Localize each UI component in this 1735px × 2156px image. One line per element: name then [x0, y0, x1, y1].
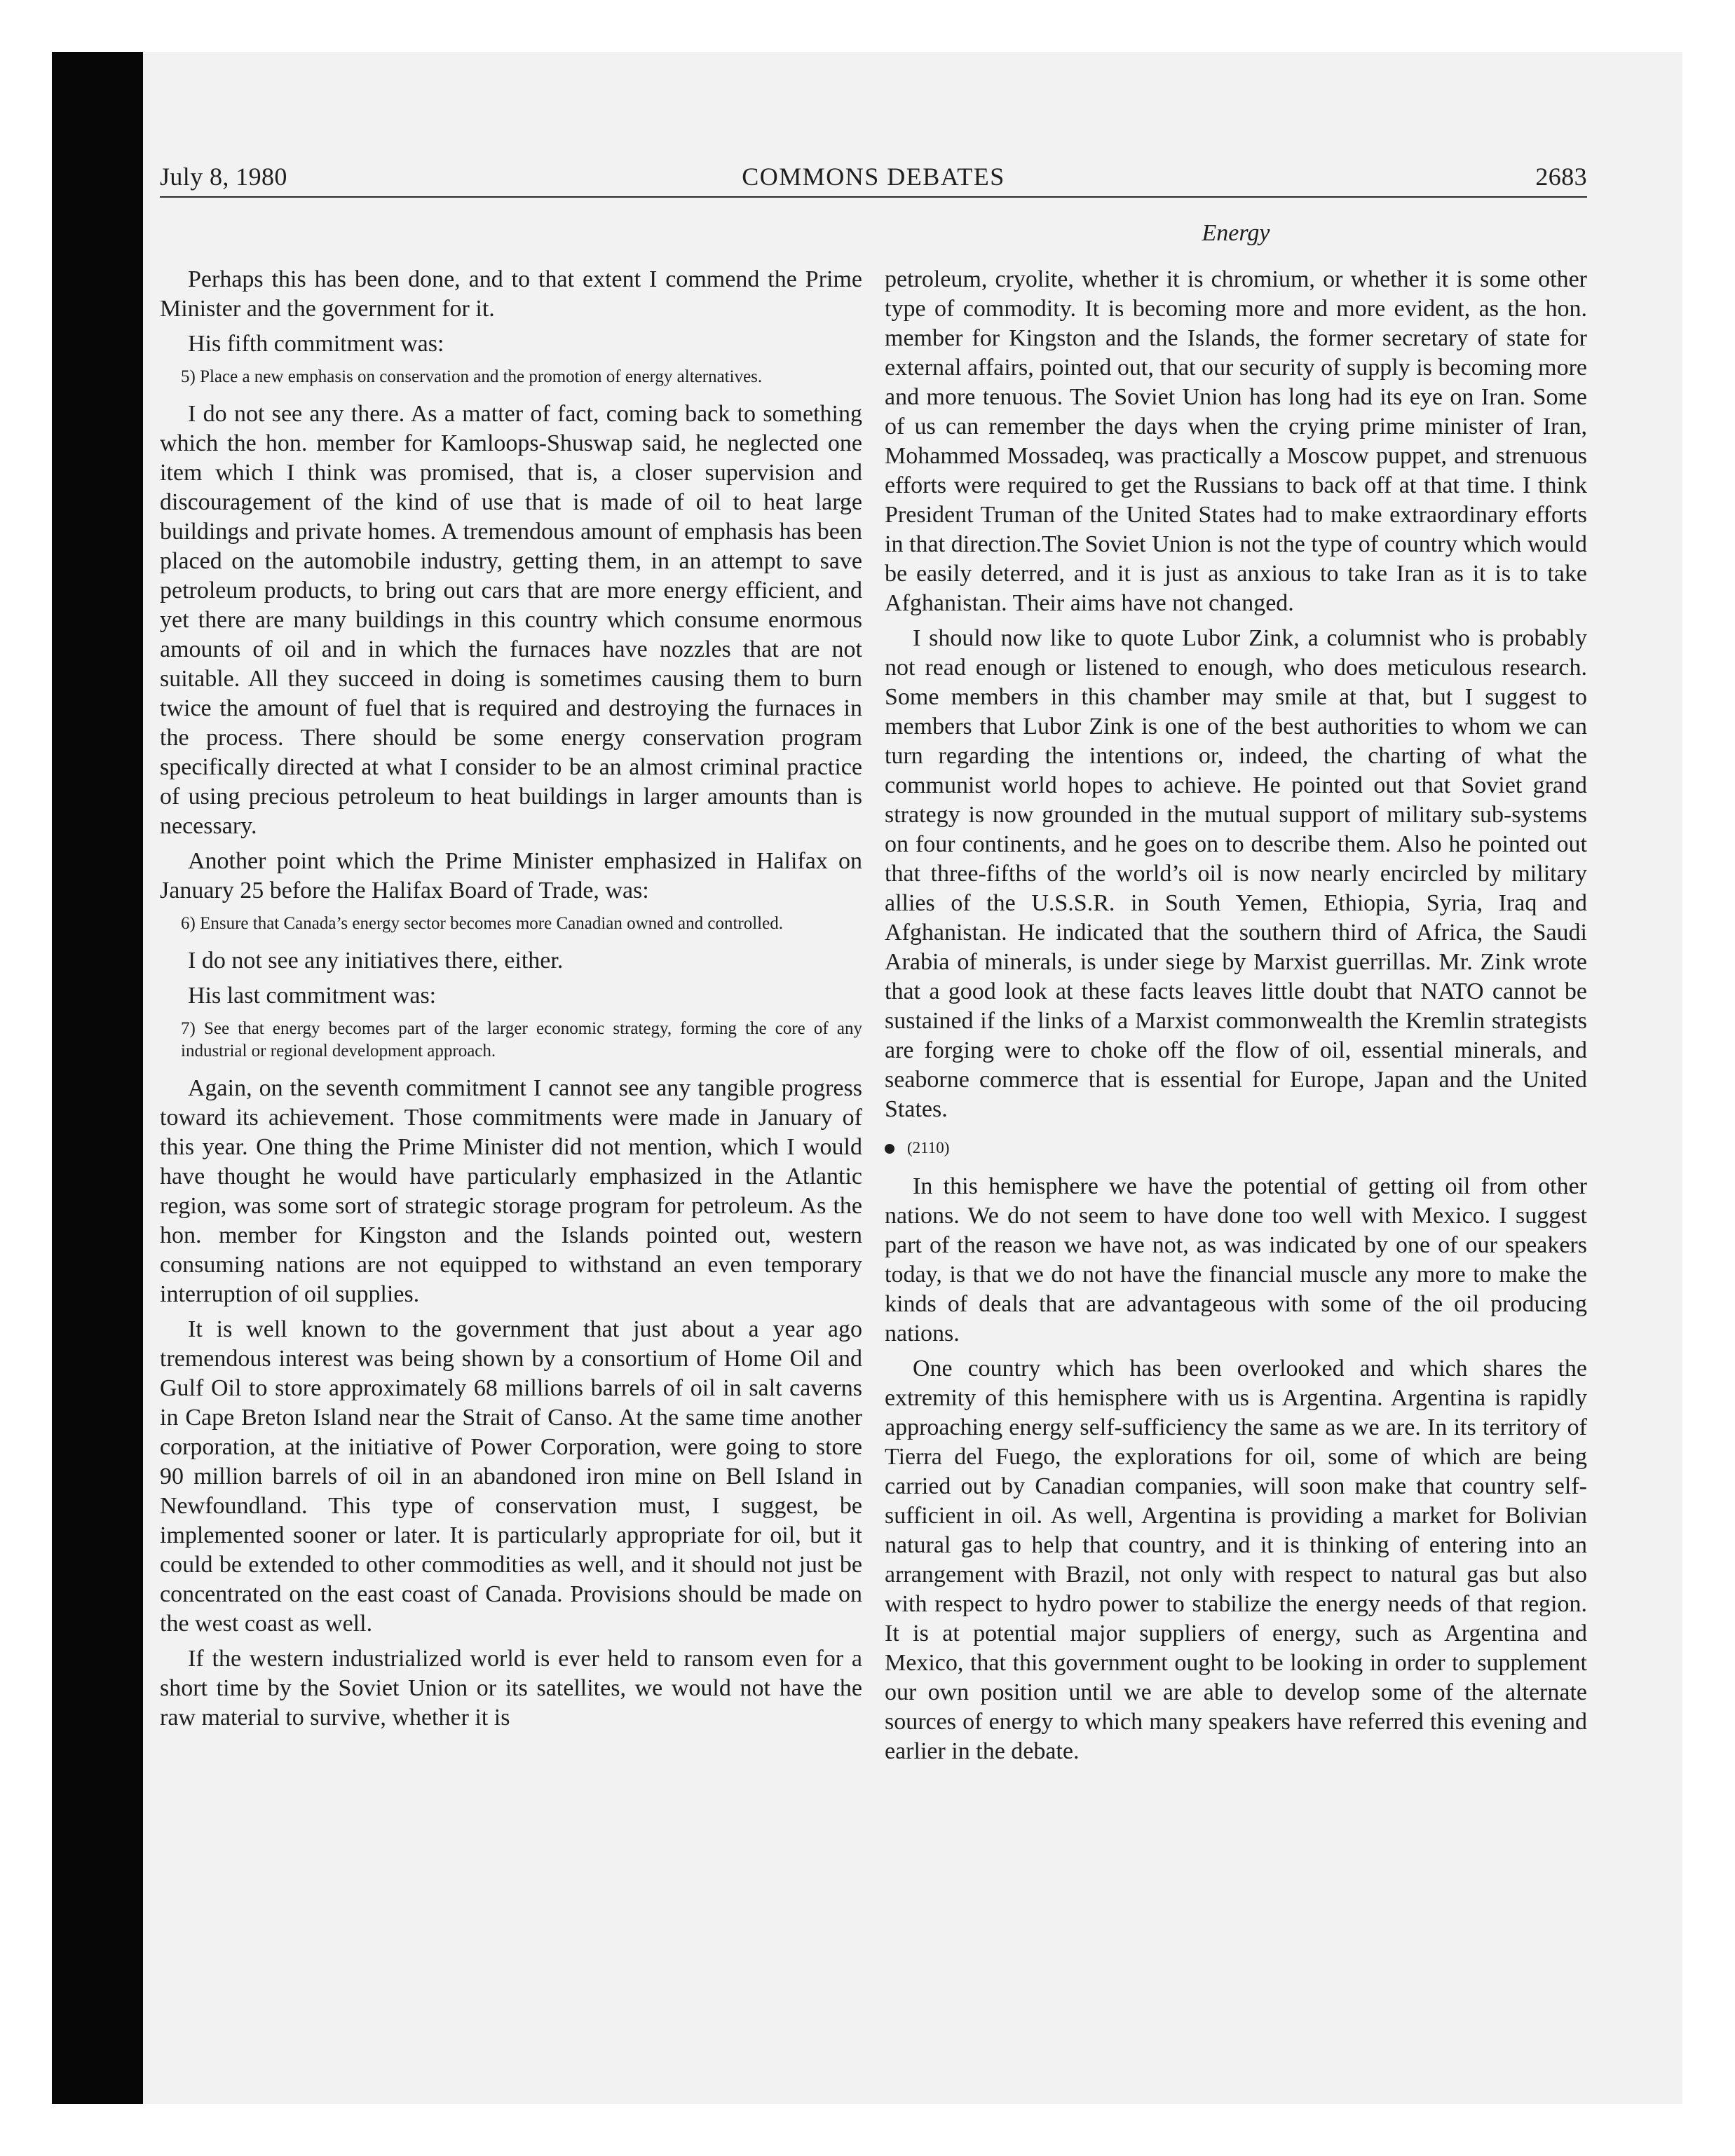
paragraph: It is well known to the government that just about a year ago tremendous interest was being shown by a consortium of Home Oil and Gulf Oil to store approximately 68 millions barrels of oil in salt caverns in Cape Breton Island near the Strait of Canso. At the same time another corporation, at the initiative of Power Corporation, were going to store 90 million barrels of oil in an abandoned iron mine on Bell Island in Newfoundland. This type of conservation must, I suggest, be implemented sooner or later. It is particularly appropriate for oil, but it could be extended to other commodities as well, and it should not just be concentrated on the east coast of Canada. Provisions should be made on the west coast as well.	[160, 1316, 862, 1637]
right-column	[885, 265, 1587, 1766]
bullet-dot-icon	[885, 1144, 894, 1154]
paragraph: Another point which the Prime Minister emphasized in Halifax on January 25 before the Halifax Board of Trade, was:	[160, 848, 862, 903]
scan-binding-edge	[52, 52, 143, 2104]
section-heading: Energy	[1202, 220, 1270, 246]
header-rule	[160, 196, 1587, 198]
block-quote: 6) Ensure that Canada’s energy sector becomes more Canadian owned and controlled.	[181, 914, 783, 933]
header-page-number: 2683	[1535, 163, 1587, 191]
document-page	[160, 158, 1587, 2093]
header-date: July 8, 1980	[160, 163, 287, 191]
paragraph: Again, on the seventh commitment I cannot see any tangible progress toward its achievement. Those commitments were made in January of this year. One thing the Prime Minister did not mention, which I would have thought he would have particularly emphasized in the Atlantic region, was some sort of strategic storage program for petroleum. As the hon. member for Kingston and the Islands pointed out, western consuming nations are not equipped to withstand an even temporary interruption of oil supplies.	[160, 1075, 862, 1307]
paragraph: His fifth commitment was:	[188, 331, 444, 357]
paragraph: I should now like to quote Lubor Zink, a columnist who is probably not read enough or listened to enough, who does meticulous research. Some members in this chamber may smile at that, but I suggest to members that Lubor Zink is one of the best authorities to whom we can turn regarding the intentions or, indeed, the charting of what the communist world hopes to achieve. He pointed out that Soviet grand strategy is now grounded in the mutual support of military sub-systems on four continents, and he goes on to describe them. Also he pointed out that three-fifths of the world’s oil is now nearly encircled by military allies of the U.S.S.R. in South Yemen, Ethiopia, Syria, Iraq and Afghanistan. He indicated that the southern third of Africa, the Saudi Arabia of minerals, is under siege by Marxist guerrillas. Mr. Zink wrote that a good look at these facts leaves little doubt that NATO cannot be sustained if the links of a Marxist commonwealth the Kremlin strategists are forging were to choke off the flow of oil, essential minerals, and seaborne commerce that is essential for Europe, Japan and the United States.	[885, 625, 1587, 1122]
paragraph: In this hemisphere we have the potential of getting oil from other nations. We do not seem to have done too well with Mexico. I suggest part of the reason we have not, as was indicated by one of our speakers today, is that we do not have the financial muscle any more to make the kinds of deals that are advantageous with some of the oil producing nations.	[885, 1173, 1587, 1346]
running-header	[160, 158, 1587, 195]
paragraph: His last commitment was:	[188, 983, 437, 1009]
block-quote: 7) See that energy becomes part of the larger economic strategy, forming the core of any industrial or regional development approach.	[181, 1019, 862, 1060]
paragraph: I do not see any initiatives there, either.	[188, 948, 564, 974]
paragraph: I do not see any there. As a matter of fact, coming back to something which the hon. member for Kamloops-Shuswap said, he neglected one item which I think was promised, that is, a closer supervision and discouragement of the kind of use that is made of oil to heat large buildings and private homes. A tremendous amount of emphasis has been placed on the automobile industry, getting them, in an attempt to save petroleum products, to bring out cars that are more energy efficient, and yet there are many buildings in this country which consume enormous amounts of oil and in which the furnaces have nozzles that are not suitable. All they succeed in doing is sometimes causing them to burn twice the amount of fuel that is required and destroying the furnaces in the process. There should be some energy conservation program specifically directed at what I consider to be an almost criminal practice of using precious petroleum to heat buildings in larger amounts than is necessary.	[160, 401, 862, 839]
paragraph: One country which has been overlooked and which shares the extremity of this hemisphere with us is Argentina. Argentina is rapidly approaching energy self-sufficiency the same as we are. In its territory of Tierra del Fuego, the explorations for oil, some of which are being carried out by Canadian companies, will soon make that country self-sufficient in oil. As well, Argentina is providing a market for Bolivian natural gas to help that country, and it is thinking of entering into an arrangement with Brazil, not only with respect to natural gas but also with respect to hydro power to stabilize the energy needs of that region. It is at potential major suppliers of energy, such as Argentina and Mexico, that this government ought to be looking in order to supplement our own position until we are able to develop some of the alternate sources of energy to which many speakers have referred this evening and earlier in the debate.	[885, 1356, 1587, 1764]
time-marker	[885, 1134, 1587, 1162]
paragraph: petroleum, cryolite, whether it is chromium, or whether it is some other type of commodity. It is becoming more and more evident, as the hon. member for Kingston and the Islands, the former secretary of state for external affairs, pointed out, that our security of supply is becoming more and more tenuous. The Soviet Union has long had its eye on Iran. Some of us can remember the days when the crying prime minister of Iran, Mohammed Mossadeq, was practically a Moscow puppet, and strenuous efforts were required to get the Russians to back off at that time. I think President Truman of the United States had to make extraordinary efforts in that direction.The Soviet Union is not the type of country which would be easily deterred, and it is just as anxious to take Iran as it is to take Afghanistan. Their aims have not changed.	[885, 266, 1587, 616]
block-quote: 5) Place a new emphasis on conservation and the promotion of energy alternatives.	[181, 367, 763, 386]
paragraph: If the western industrialized world is ever held to ransom even for a short time by the Soviet Union or its satellites, we would not have the raw material to survive, whether it is	[160, 1646, 862, 1731]
paragraph: Perhaps this has been done, and to that extent I commend the Prime Minister and the government for it.	[160, 266, 862, 322]
header-title: COMMONS DEBATES	[742, 163, 1005, 191]
time-marker-text: (2110)	[907, 1139, 950, 1157]
left-column	[160, 265, 862, 1733]
